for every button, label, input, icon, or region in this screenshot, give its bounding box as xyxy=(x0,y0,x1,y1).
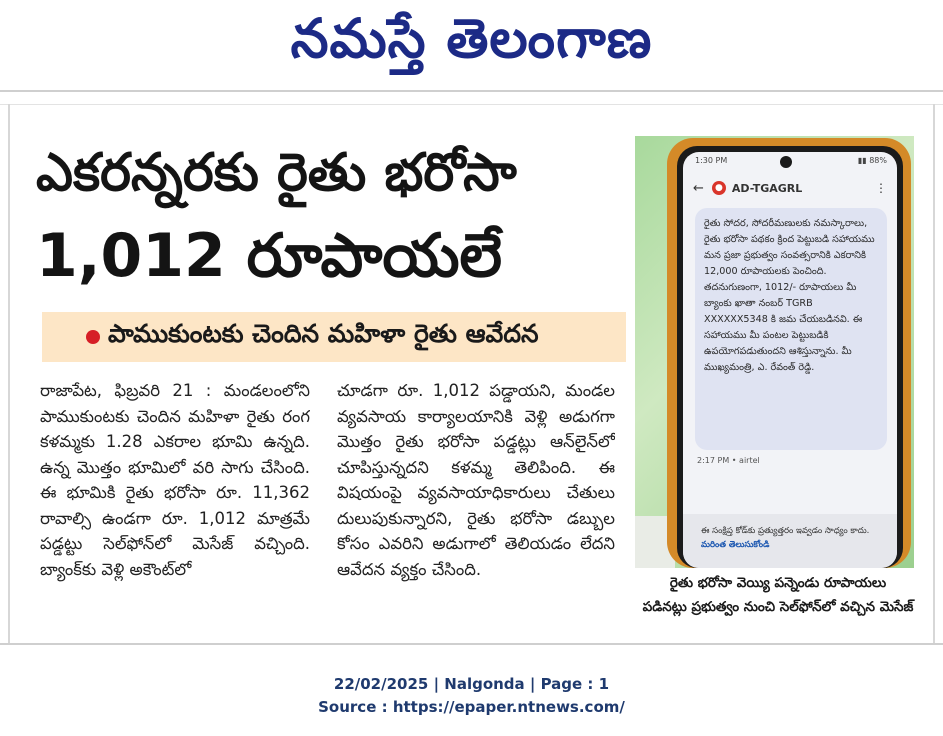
learn-more-link: మరింత తెలుసుకోండి xyxy=(701,540,770,550)
newspaper-logo: నమస్తే తెలంగాణ xyxy=(290,7,653,70)
article-column-1 xyxy=(40,378,310,620)
column-2-text: చూడగా రూ. 1,012 పడ్డాయని, మండల వ్యవసాయ కార్యాలయానికి వెళ్లి అడుగగా మొత్తం రైతు భరోసా పడ్డట్లు ఆన్‌లైన్‌లో చూపిస్తున్నదని కళమ్మ తెలిపింది. ఈ విషయంపై వ్యవసాయాధికారులు చేతులు దులుపుకున్నారని, రైతు భరోసా డబ్బుల కోసం ఎవరిని అడుగాలో తెలియడం లేదని ఆవేదన వ్యక్తం చేసింది. xyxy=(337,381,615,579)
source-link[interactable]: https://epaper.ntnews.com/ xyxy=(392,698,625,716)
phone-photo xyxy=(635,136,914,568)
headline-line-1: ఎకరన్నరకు రైతు భరోసా xyxy=(36,143,517,203)
left-border xyxy=(8,104,10,644)
message-app-bar xyxy=(683,174,897,202)
phone-screen xyxy=(683,152,897,568)
camera-icon xyxy=(780,156,792,168)
bullet-dot-icon xyxy=(86,330,100,344)
bottom-rule xyxy=(0,643,943,645)
source-line xyxy=(0,698,943,716)
reply-notice xyxy=(683,514,897,568)
headline-line-2: 1,012 రూపాయలే xyxy=(36,221,503,291)
sms-message-bubble: రైతు సోదర, సోదరీమణులకు నమస్కారాలు, రైతు భరోసా పథకం క్రింద పెట్టుబడి సహాయము మన ప్రజా ప్రభుత్వం సంవత్సరానికి ఎకరానికి 12,000 రూపాయలకు పెంచింది. తదనుగుణంగా, 1012/- రూపాయలు మీ బ్యాంకు ఖాతా నంబర్ TGRB XXXXXX5348 కి జమ చేయబడినవి. ఈ సహాయము మీ పంటల పెట్టుబడికి ఉపయోగపడుతుందని ఆశిస్తున్నాను. మీ ముఖ్యమంత్రి, ఎ. రేవంత్ రెడ్డి. xyxy=(695,208,887,450)
notice-text: ఈ సంక్షిప్త కోడ్‌కు ప్రత్యుత్తరం ఇవ్వడం సాధ్యం కాదు. xyxy=(701,526,870,536)
article-column-2 xyxy=(337,378,615,620)
phone-bezel xyxy=(677,146,903,568)
caption-line-1: రైతు భరోసా వెయ్యి పన్నెండు రూపాయలు xyxy=(669,575,887,591)
caption-line-2: పడినట్లు ప్రభుత్వం నుంచి సెల్‌ఫోన్‌లో వచ్చిన మెసేజ్ xyxy=(642,599,914,615)
subheadline: పాముకుంటకు చెందిన మహిళా రైతు ఆవేదన xyxy=(108,319,539,348)
subheadline-band xyxy=(42,312,626,362)
phone-case xyxy=(667,138,911,568)
sender-name: AD-TGAGRL xyxy=(731,181,803,195)
photo-caption xyxy=(633,571,923,619)
edition-info: 22/02/2025 | Nalgonda | Page : 1 xyxy=(333,675,610,693)
right-border xyxy=(933,104,935,644)
column-1-text: రాజాపేట, ఫిబ్రవరి 21 : మండలంలోని పాముకుంటకు చెందిన మహిళా రైతు రంగ కళమ్మకు 1.28 ఎకరాల భూమి ఉన్నది. ఉన్న మొత్తం భూమిలో వరి సాగు చేసింది. ఈ భూమికి రైతు భరోసా రూ. 11,362 రావాల్సి ఉండగా రూ. 1,012 మాత్రమే పడ్డట్టు సెల్‌ఫోన్‌లో మెసేజ్ వచ్చింది. బ్యాంక్‌కు వెళ్లి అకౌంట్‌లో xyxy=(40,381,310,579)
top-rule xyxy=(0,90,943,92)
source-label: Source : xyxy=(318,698,393,716)
status-icons: ▮▮ 88% xyxy=(857,156,887,165)
back-arrow-icon: ← xyxy=(693,180,704,196)
masthead xyxy=(0,0,943,78)
content-top-rule xyxy=(0,104,943,105)
more-menu-icon: ⋮ xyxy=(875,181,887,195)
sender-avatar-icon: ● xyxy=(712,181,726,195)
status-time: 1:30 PM xyxy=(695,156,728,165)
message-meta: 2:17 PM • airtel xyxy=(697,456,760,465)
